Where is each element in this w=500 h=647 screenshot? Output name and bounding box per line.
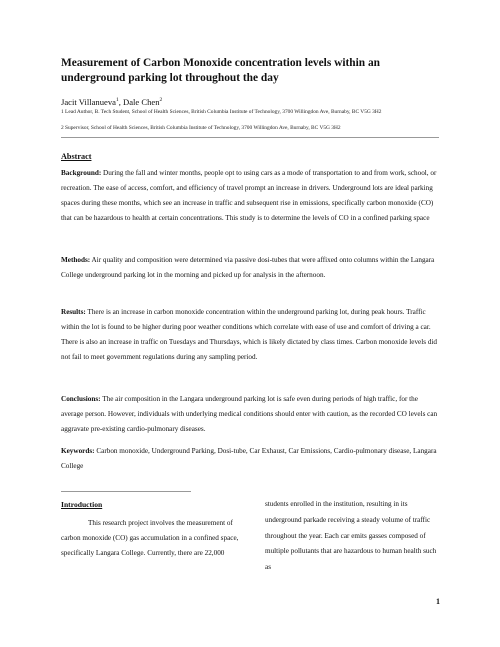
section-label: Results: [61, 308, 86, 316]
abstract-results [61, 305, 440, 365]
header-divider [61, 137, 439, 138]
page-number: 1 [436, 597, 440, 606]
author-separator: , [118, 96, 123, 107]
affiliation-line: 2 Supervisor, School of Health Sciences, British Columbia Institute of Technology, 3700 Willingdon Ave, Burnaby, BC V5G 3H2 [61, 125, 341, 131]
section-label: Conclusions: [61, 395, 101, 403]
section-text: Carbon monoxide, Underground Parking, Dosi-tube, Car Exhaust, Car Emissions, Cardio-pulmonary disease, Langara College [61, 447, 437, 470]
section-label: Methods: [61, 256, 91, 264]
author-affiliation-marker: 2 [159, 97, 163, 103]
section-text: The air composition in the Langara underground parking lot is safe even during periods of high traffic, for the average person. However, individuals with underlying medical conditions should enter with caution, as the recorded CO levels can aggravate pre-existing cardio-pulmonary diseases. [61, 395, 438, 433]
author-list [61, 95, 441, 108]
keywords [61, 444, 440, 474]
abstract-conclusions [61, 392, 440, 437]
column-divider [61, 491, 191, 492]
body-text: students enrolled in the institution, resulting in its underground parkade receiving a steady volume of traffic throughout the year. Each car emits gasses composed of multiple pollutants that are hazardous to human health such as [265, 500, 437, 572]
introduction-heading: Introduction [61, 500, 103, 509]
author-affiliation-marker: 1 [115, 97, 119, 103]
abstract-methods [61, 253, 440, 283]
section-text: During the fall and winter months, people opt to using cars as a mode of transportation to and from work, school, or recreation. The ease of access, comfort, and efficiency of travel prompt an increase in drivers. Underground lots are ideal parking spaces during these months, which see an increase in traffic and subsequent rise in emissions, specifically carbon monoxide (CO) that can be hazardous to health at certain concentrations. This study is to determine the levels of CO in a confined parking space [61, 169, 437, 222]
body-text: This research project involves the measurement of carbon monoxide (CO) gas accumulation in a confined space, specifically Langara College. Currently, there are 22,000 [61, 519, 239, 557]
affiliation-line: 1 Lead Author, B. Tech Student, School of Health Sciences, British Columbia Institute of Technology, 3700 Willingdon Ave, Burnaby, BC V5G 3H2 [61, 109, 382, 115]
introduction-left-column [61, 516, 239, 561]
introduction-right-column [265, 497, 443, 576]
paper-title: Measurement of Carbon Monoxide concentration levels within an underground parking lot throughout the day [61, 57, 381, 84]
abstract-heading: Abstract [61, 152, 92, 161]
abstract-background [61, 166, 440, 226]
section-label: Keywords: [61, 447, 95, 455]
author-name: Jacit Villanueva [61, 96, 116, 107]
section-text: Air quality and composition were determined via passive dosi-tubes that were affixed onto columns within the Langara College underground parking lot in the morning and picked up for analysis in the afternoon. [61, 256, 435, 279]
section-label: Background: [61, 169, 102, 177]
section-text: There is an increase in carbon monoxide concentration within the underground parking lot, during peak hours. Traffic within the lot is found to be higher during poor weather conditions which correlate with ease of use and comfort of driving a car. There is also an increase in traffic on Tuesdays and Thursdays, which is likely dictated by class times. Carbon monoxide levels did not fail to meet government regulations during any sampling period. [61, 308, 438, 361]
author-name: Dale Chen [122, 96, 160, 107]
